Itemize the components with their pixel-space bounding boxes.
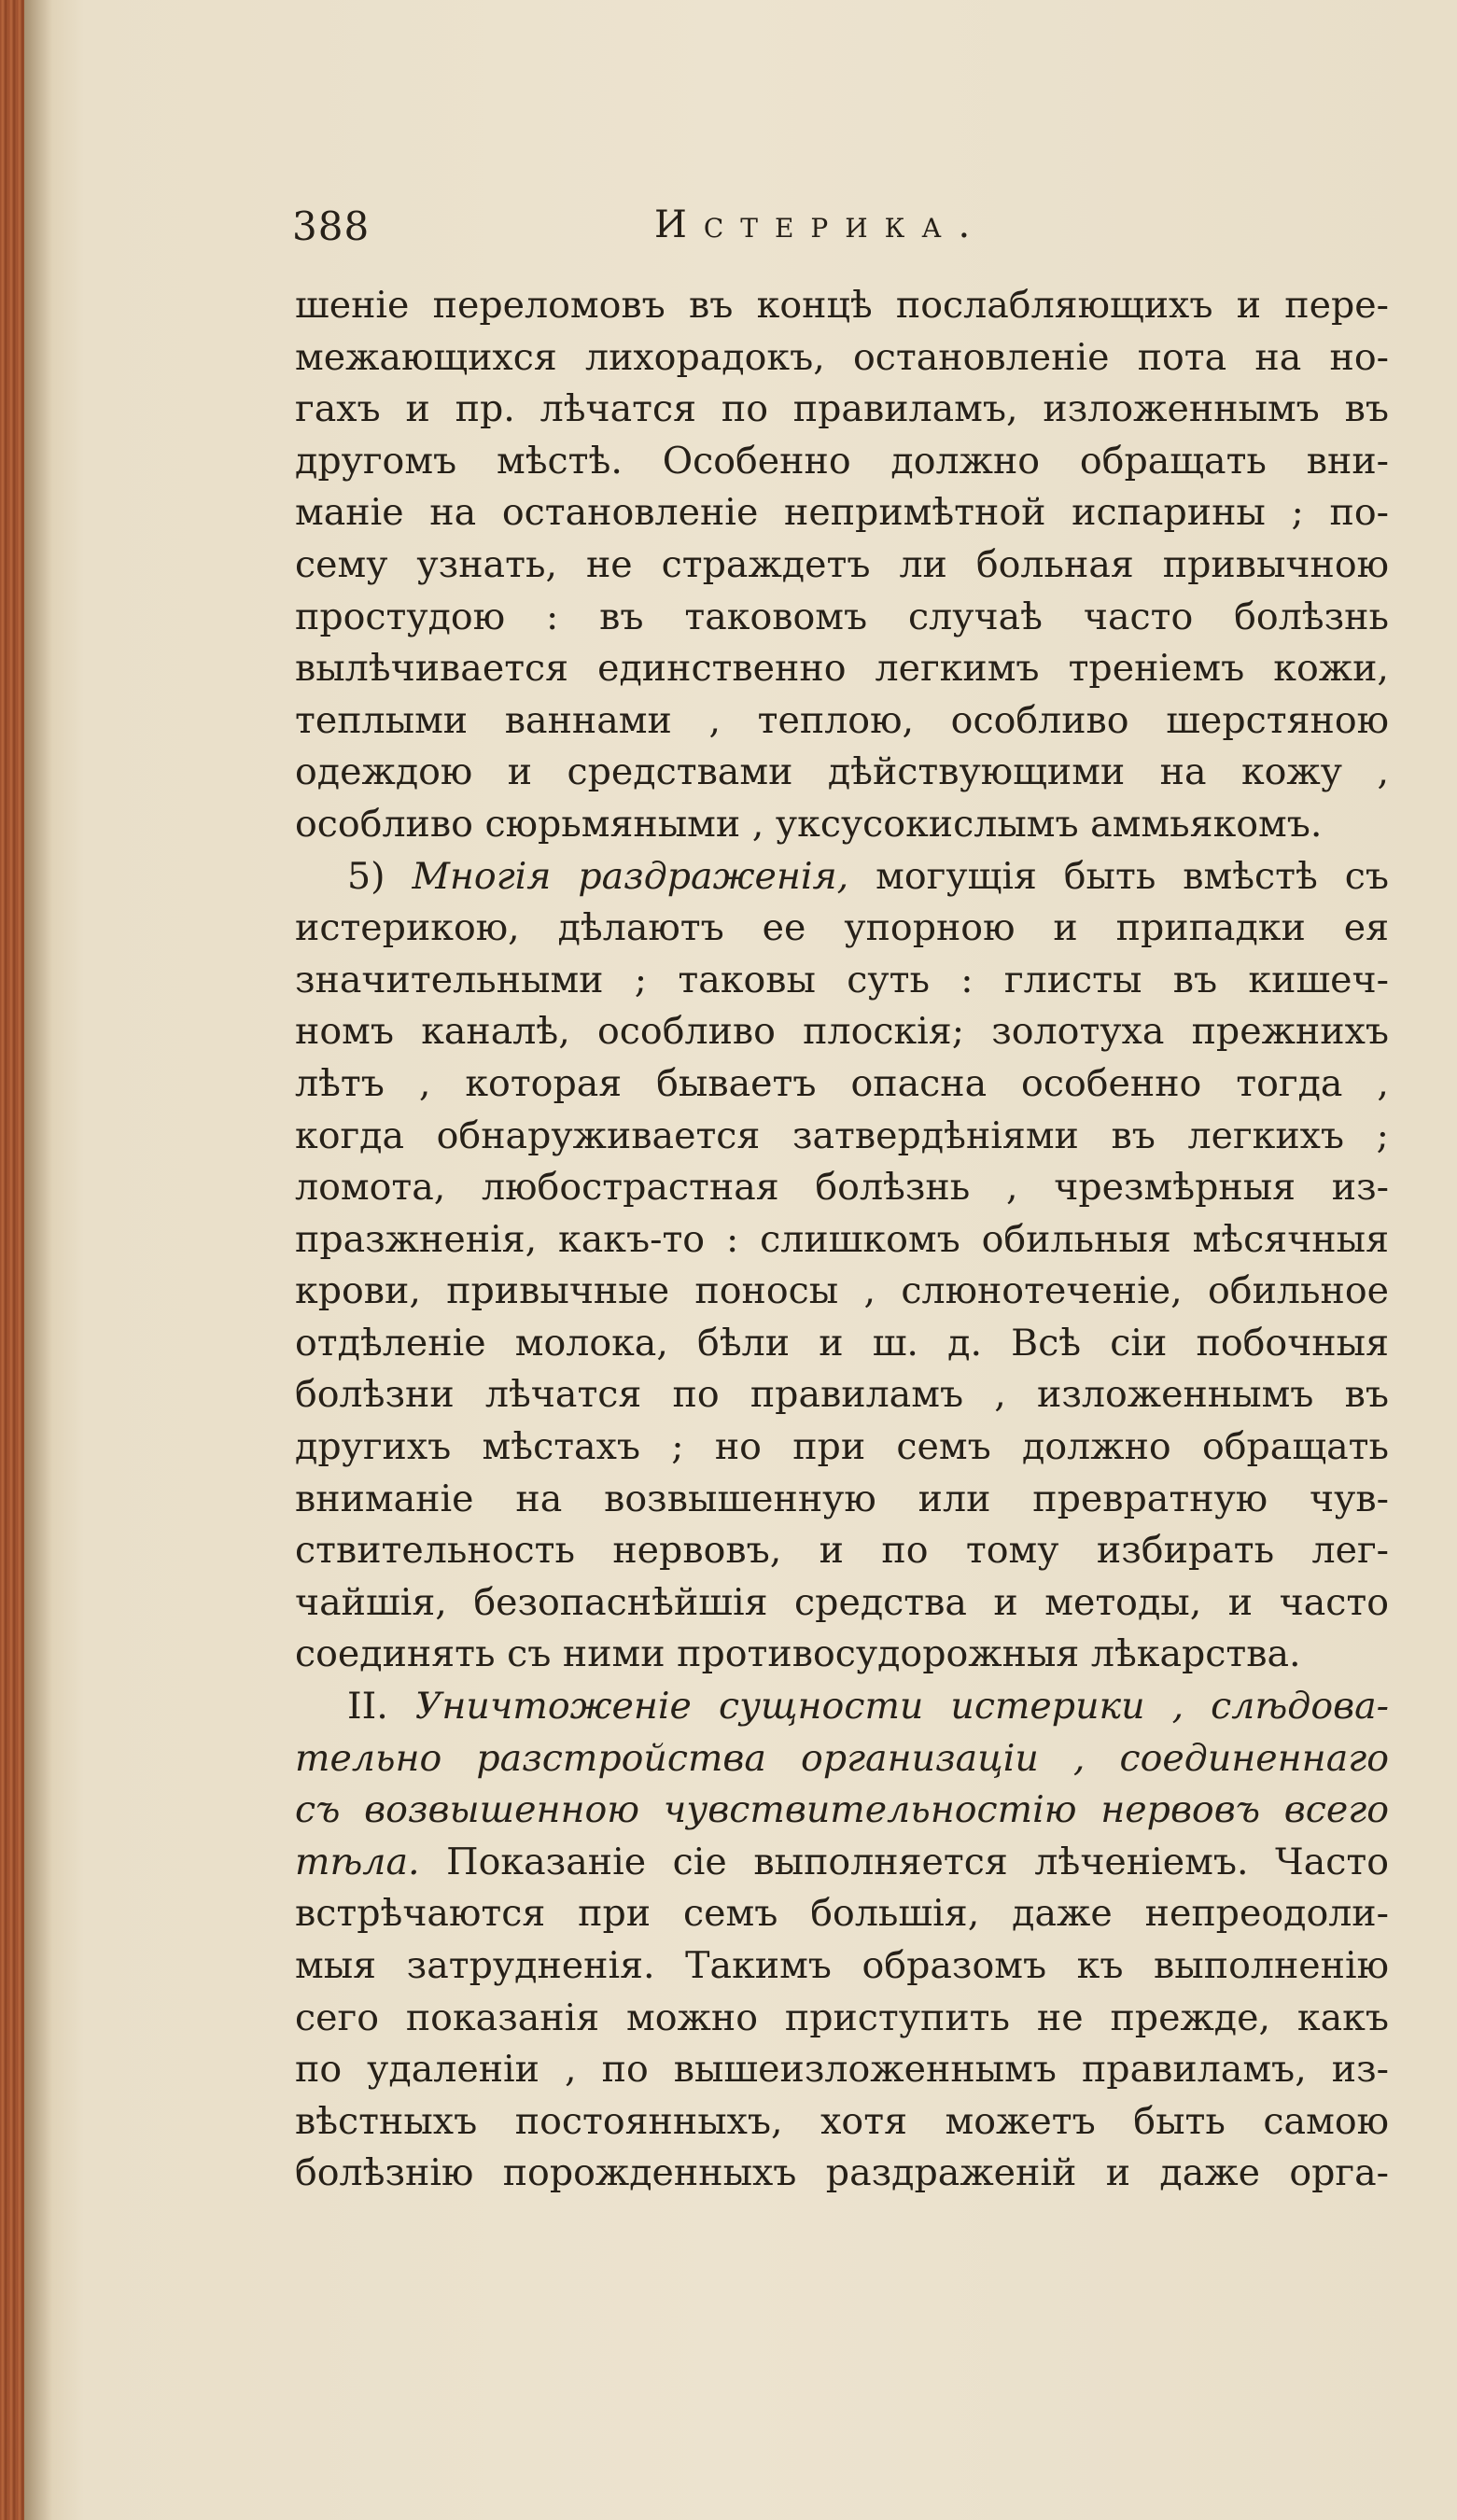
line-text: вниманіе на возвышенную или превратную чув-: [295, 1477, 1389, 1520]
line-text: сего показанія можно приступить не прежде, какъ: [295, 1995, 1389, 2039]
text-line: [295, 1111, 1389, 1163]
text-line: [295, 1525, 1389, 1577]
line-text: шеніе переломовъ въ концѣ послабляющихъ и пере-: [295, 284, 1389, 327]
text-line: [295, 592, 1389, 644]
text-line: [295, 1421, 1389, 1474]
line-text: Показаніе сіе выполняется лѣченіемъ. Часто: [419, 1840, 1389, 1883]
text-line: [295, 1162, 1389, 1214]
text-line: [295, 643, 1389, 695]
line-text: встрѣчаются при семъ большія, даже непреодоли-: [295, 1892, 1389, 1936]
line-text: межающихся лихорадокъ, остановленіе пота на но-: [295, 335, 1389, 379]
text-line: [295, 436, 1389, 488]
text-line: [295, 384, 1389, 436]
line-text: маніе на остановленіе непримѣтной испарины ; по-: [295, 491, 1389, 535]
line-text: лѣтъ , которая бываетъ опасна особенно тогда ,: [295, 1061, 1389, 1105]
text-line: [295, 1681, 1389, 1733]
text-line: [295, 955, 1389, 1007]
text-line: [295, 1577, 1389, 1630]
line-text: сему узнать, не страждетъ ли больная привычною: [295, 542, 1389, 586]
text-line: [295, 747, 1389, 799]
text-line: [295, 1006, 1389, 1058]
text-line: [295, 1318, 1389, 1370]
text-line: [295, 2096, 1389, 2149]
line-text: крови, привычные поносы , слюнотеченіе, обильное: [295, 1269, 1389, 1313]
running-head: Истерика.: [654, 203, 988, 246]
text-line: [295, 695, 1389, 748]
text-line: [295, 1058, 1389, 1111]
text-line: [295, 799, 1389, 851]
line-text: могущія быть вмѣстѣ съ: [848, 854, 1389, 898]
book-binding-edge: [0, 0, 24, 2520]
text-line: [295, 2044, 1389, 2096]
line-text: вылѣчивается единственно легкимъ треніемъ кожи,: [295, 647, 1389, 691]
text-line: [295, 903, 1389, 955]
text-line: [295, 1214, 1389, 1267]
line-text: соединять съ ними противосудорожныя лѣкарства.: [295, 1632, 1301, 1676]
text-line: [295, 1629, 1389, 1681]
text-line: [295, 539, 1389, 592]
line-text: простудою : въ таковомъ случаѣ часто болѣзнь: [295, 595, 1389, 638]
text-line: [295, 1266, 1389, 1318]
italic-phrase: Уничтоженіе сущности истерики , слѣдова-: [414, 1685, 1389, 1729]
line-text: истерикою, дѣлаютъ ее упорною и припадки ея: [295, 906, 1389, 950]
text-line: [295, 2148, 1389, 2200]
line-text: отдѣленіе молока, бѣли и ш. д. Всѣ сіи побочныя: [295, 1321, 1389, 1365]
text-line: [295, 1733, 1389, 1785]
text-line: [295, 1993, 1389, 2045]
line-text: значительными ; таковы суть : глисты въ кишеч-: [295, 958, 1389, 1001]
line-text: номъ каналѣ, особливо плоскія; золотуха прежнихъ: [295, 1010, 1389, 1054]
line-text: болѣзнію порожденныхъ раздраженій и даже орга-: [295, 2151, 1389, 2195]
text-line: [295, 1940, 1389, 1993]
line-text: гахъ и пр. лѣчатся по правиламъ, изложеннымъ въ: [295, 387, 1389, 431]
page-number: 388: [292, 203, 371, 249]
line-text: особливо сюрьмяными , уксусокислымъ аммьякомъ.: [295, 802, 1323, 846]
text-line: [295, 1888, 1389, 1940]
line-text: теплыми ваннами , теплою, особливо шерстяною: [295, 698, 1389, 742]
text-line: [295, 1369, 1389, 1421]
line-text: ломота, любострастная болѣзнь , чрезмѣрныя из-: [295, 1166, 1389, 1210]
gutter-shadow: [24, 0, 52, 2520]
line-text: мыя затрудненія. Такимъ образомъ къ выполненію: [295, 1944, 1389, 1987]
text-line: [295, 1837, 1389, 1889]
text-line: [295, 332, 1389, 385]
line-text: болѣзни лѣчатся по правиламъ , изложеннымъ въ: [295, 1373, 1389, 1417]
line-text: вѣстныхъ постоянныхъ, хотя можетъ быть самою: [295, 2099, 1389, 2143]
line-text: одеждою и средствами дѣйствующими на кожу ,: [295, 750, 1389, 794]
line-text: когда обнаруживается затвердѣніями въ легкихъ ;: [295, 1113, 1389, 1157]
text-line: [295, 851, 1389, 903]
line-text: по удаленіи , по вышеизложеннымъ правиламъ, из-: [295, 2048, 1389, 2092]
body-text: [295, 280, 1389, 2200]
italic-phrase: тѣла.: [295, 1840, 420, 1883]
line-prefix: II.: [347, 1685, 415, 1729]
line-text: другомъ мѣстѣ. Особенно должно обращать вни-: [295, 439, 1389, 483]
text-line: [295, 280, 1389, 332]
italic-phrase: Многія раздраженія,: [412, 854, 849, 898]
page-header: [292, 203, 1394, 259]
italic-phrase: тельно разстройства организаціи , соединеннаго: [295, 1736, 1389, 1780]
line-text: ствительность нервовъ, и по тому избирать лег-: [295, 1529, 1389, 1573]
line-prefix: 5): [347, 854, 413, 898]
text-line: [295, 1474, 1389, 1526]
line-text: празжненія, какъ-то : слишкомъ обильныя мѣсячныя: [295, 1217, 1389, 1261]
line-text: другихъ мѣстахъ ; но при семъ должно обращать: [295, 1425, 1389, 1469]
text-line: [295, 1785, 1389, 1837]
line-text: чайшія, безопаснѣйшія средства и методы, и часто: [295, 1580, 1389, 1624]
text-line: [295, 487, 1389, 539]
italic-phrase: съ возвышенною чувствительностію нервовъ всего: [295, 1788, 1389, 1832]
